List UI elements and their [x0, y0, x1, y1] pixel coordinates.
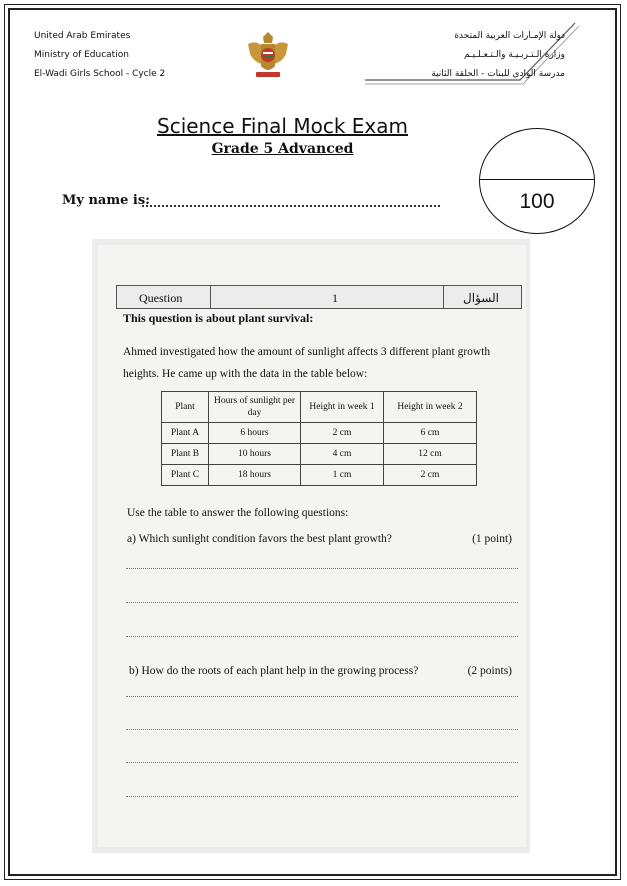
header-country: United Arab Emirates — [34, 31, 131, 41]
header-country-ar: دولة الإمـارات العربية المتحدة — [454, 31, 565, 41]
table-header-row — [162, 392, 477, 423]
name-label: My name is: — [62, 193, 150, 208]
answer-line-b4[interactable] — [126, 796, 518, 797]
table-cell: 6 cm — [384, 423, 477, 444]
part-b-points: (2 points) — [467, 665, 512, 677]
total-score: 100 — [519, 190, 555, 213]
table-cell: 4 cm — [301, 444, 384, 465]
header-school: El-Wadi Girls School - Cycle 2 — [34, 69, 166, 79]
table-cell: 1 cm — [301, 465, 384, 486]
answer-line-a1[interactable] — [126, 568, 518, 569]
header-ministry-ar: وزارة الـتـربـيـة والـتـعـلـيـم — [463, 50, 565, 60]
part-b-question: b) How do the roots of each plant help in the growing process? — [129, 665, 419, 677]
question-paper — [98, 245, 526, 847]
header-school-ar: مدرسة الوادي للبنات - الحلقة الثانية — [431, 69, 565, 79]
data-table — [161, 391, 477, 486]
part-a-question: a) Which sunlight condition favors the best plant growth? — [127, 533, 392, 545]
table-cell: 2 cm — [384, 465, 477, 486]
question-intro: Ahmed investigated how the amount of sunlight affects 3 different plant growth heights. He came up with the data in the table below: — [123, 346, 491, 380]
score-box — [479, 128, 595, 234]
question-header-bar — [116, 285, 522, 309]
question-label: Question — [139, 291, 183, 305]
table-cell: 6 hours — [209, 423, 301, 444]
uae-emblem-icon — [244, 28, 292, 80]
table-header-cell: Height in week 1 — [301, 392, 384, 423]
question-topic: This question is about plant survival: — [123, 311, 314, 325]
header-right — [431, 27, 565, 84]
part-a-points: (1 point) — [472, 533, 512, 545]
table-row — [162, 465, 477, 486]
score-divider — [480, 179, 594, 180]
exam-title: Science Final Mock Exam — [157, 114, 408, 138]
table-header-cell: Height in week 2 — [384, 392, 477, 423]
exam-subtitle: Grade 5 Advanced — [211, 141, 354, 157]
table-header-cell: Hours of sunlight per day — [209, 392, 301, 423]
table-cell: 12 cm — [384, 444, 477, 465]
table-row — [162, 423, 477, 444]
question-label-ar: السؤال — [463, 291, 499, 305]
name-input-line[interactable] — [142, 193, 440, 207]
table-cell: Plant A — [162, 423, 209, 444]
table-row — [162, 444, 477, 465]
table-cell: 18 hours — [209, 465, 301, 486]
table-instruction: Use the table to answer the following questions: — [127, 507, 349, 519]
answer-line-b3[interactable] — [126, 762, 518, 763]
bar-divider — [210, 286, 211, 308]
table-cell: 10 hours — [209, 444, 301, 465]
bar-divider — [443, 286, 444, 308]
table-cell: Plant C — [162, 465, 209, 486]
table-cell: Plant B — [162, 444, 209, 465]
header-left — [34, 27, 165, 84]
answer-line-a3[interactable] — [126, 636, 518, 637]
answer-line-a2[interactable] — [126, 602, 518, 603]
answer-line-b2[interactable] — [126, 729, 518, 730]
table-header-cell: Plant — [162, 392, 209, 423]
answer-line-b1[interactable] — [126, 696, 518, 697]
question-number: 1 — [332, 291, 338, 305]
question-photo — [92, 239, 530, 853]
header-ministry: Ministry of Education — [34, 50, 129, 60]
table-cell: 2 cm — [301, 423, 384, 444]
